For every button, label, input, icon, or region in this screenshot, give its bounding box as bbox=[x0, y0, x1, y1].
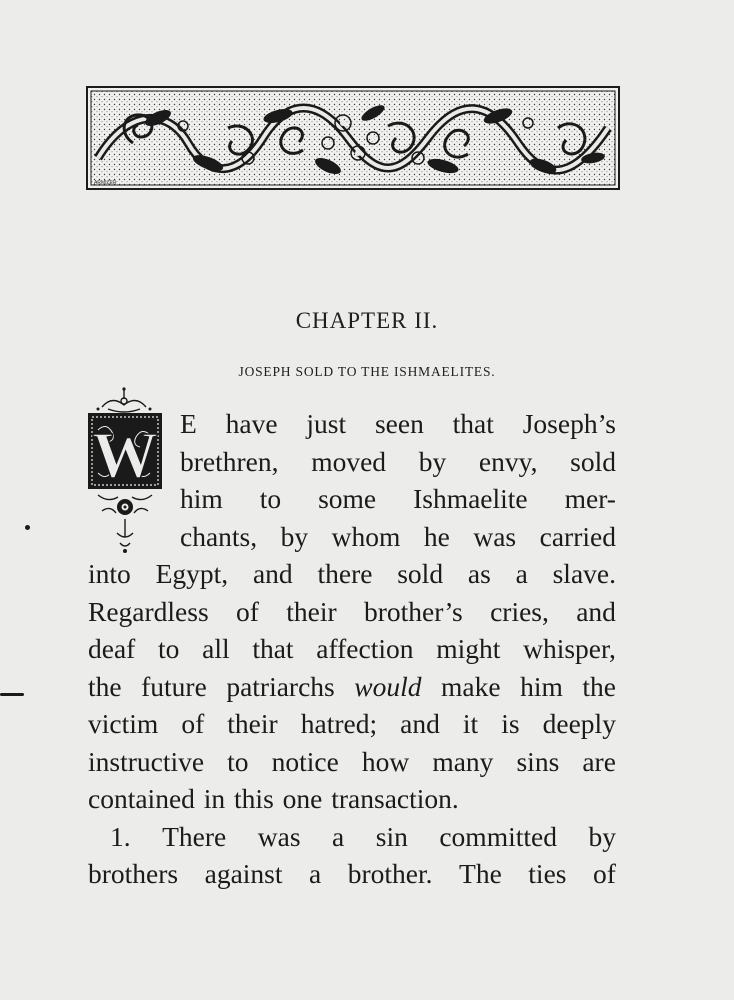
text-line bbox=[88, 780, 616, 818]
word: notice bbox=[271, 745, 339, 777]
text-line bbox=[180, 443, 616, 481]
word: affection bbox=[316, 633, 414, 664]
word: some bbox=[318, 483, 377, 514]
word: There bbox=[162, 820, 227, 852]
word: the bbox=[582, 670, 616, 702]
word: make bbox=[441, 670, 501, 702]
text-line bbox=[180, 480, 616, 518]
word: it bbox=[462, 708, 479, 739]
word: sold bbox=[570, 445, 616, 477]
word: ties bbox=[528, 858, 567, 889]
word: him bbox=[180, 483, 223, 514]
word: by bbox=[280, 520, 309, 552]
word: chants, bbox=[180, 520, 258, 552]
word: the bbox=[88, 670, 122, 702]
word: deaf bbox=[88, 633, 136, 664]
word: to bbox=[259, 483, 282, 514]
word: by bbox=[418, 445, 447, 477]
word: whisper, bbox=[523, 633, 616, 664]
word: mer- bbox=[564, 483, 616, 514]
word: that bbox=[452, 408, 494, 439]
chapter-title: CHAPTER II. bbox=[295, 308, 439, 333]
ornamental-headband bbox=[86, 86, 620, 190]
word: many bbox=[432, 745, 494, 777]
word: 1. bbox=[110, 820, 131, 852]
word: by bbox=[588, 820, 616, 852]
word: their bbox=[286, 595, 337, 627]
word: brothers bbox=[88, 858, 179, 889]
word: a bbox=[332, 820, 345, 852]
word: sin bbox=[375, 820, 408, 852]
word: have bbox=[225, 408, 278, 439]
text-line bbox=[88, 818, 616, 856]
word: him bbox=[520, 670, 563, 702]
word: might bbox=[436, 633, 501, 664]
word: this bbox=[234, 783, 274, 814]
word: there bbox=[317, 558, 373, 589]
word: The bbox=[459, 858, 502, 889]
word: one bbox=[282, 783, 323, 814]
text-line bbox=[180, 518, 616, 556]
word: sold bbox=[397, 558, 444, 589]
word: he bbox=[423, 520, 450, 552]
word: E bbox=[180, 408, 197, 439]
word: Regardless bbox=[88, 595, 209, 627]
word: future bbox=[141, 670, 207, 702]
word: contained bbox=[88, 783, 195, 814]
word: just bbox=[306, 408, 347, 439]
headband-ornament-image bbox=[88, 88, 618, 188]
word: carried bbox=[539, 520, 616, 552]
text-line bbox=[88, 555, 616, 593]
word: of bbox=[181, 708, 205, 739]
ornament-engraver-signature: ARMIZER bbox=[94, 180, 117, 186]
word: how bbox=[361, 745, 410, 777]
italic-word: would bbox=[354, 670, 422, 702]
word: in bbox=[203, 783, 226, 814]
word: seen bbox=[374, 408, 424, 439]
word: Joseph’s bbox=[522, 408, 616, 439]
drop-cap-letter: W bbox=[92, 419, 158, 492]
word: that bbox=[252, 633, 294, 664]
word: and bbox=[252, 558, 293, 589]
word: and bbox=[576, 595, 616, 627]
word: is bbox=[501, 708, 520, 739]
word: their bbox=[227, 708, 278, 739]
word: into bbox=[88, 558, 131, 589]
word: Ishmaelite bbox=[413, 483, 528, 514]
text-line bbox=[88, 593, 616, 631]
word: whom bbox=[331, 520, 401, 552]
word: was bbox=[473, 520, 517, 552]
word: a bbox=[309, 858, 322, 889]
word: a bbox=[515, 558, 528, 589]
word: sins bbox=[516, 745, 560, 777]
word: to bbox=[158, 633, 180, 664]
word: victim bbox=[88, 708, 159, 739]
word: committed bbox=[439, 820, 557, 852]
text-line bbox=[180, 405, 616, 443]
word: instructive bbox=[88, 745, 205, 777]
word: to bbox=[227, 745, 249, 777]
chapter-body-text bbox=[88, 405, 616, 893]
word: brethren, bbox=[180, 445, 279, 477]
word: and bbox=[400, 708, 440, 739]
word: brother. bbox=[347, 858, 433, 889]
text-line bbox=[88, 743, 616, 781]
word: slave. bbox=[552, 558, 616, 589]
text-line bbox=[88, 668, 616, 706]
word: all bbox=[202, 633, 230, 664]
word: of bbox=[236, 595, 259, 627]
word: are bbox=[582, 745, 616, 777]
word: brother’s bbox=[363, 595, 463, 627]
word: of bbox=[593, 858, 616, 889]
word: Egypt, bbox=[155, 558, 229, 589]
chapter-subtitle: JOSEPH SOLD TO THE ISHMAELITES. bbox=[238, 364, 496, 379]
text-line bbox=[88, 705, 616, 743]
word: as bbox=[467, 558, 491, 589]
word: transaction. bbox=[331, 783, 459, 814]
text-line bbox=[88, 855, 616, 893]
word: patriarchs bbox=[226, 670, 335, 702]
word: hatred; bbox=[300, 708, 378, 739]
word: cries, bbox=[490, 595, 549, 627]
word: was bbox=[257, 820, 301, 852]
word: envy, bbox=[478, 445, 538, 477]
word: moved bbox=[311, 445, 387, 477]
text-line bbox=[88, 630, 616, 668]
margin-mark-dash bbox=[0, 693, 24, 696]
word: deeply bbox=[542, 708, 616, 739]
margin-mark-dot bbox=[25, 525, 30, 530]
word: against bbox=[204, 858, 283, 889]
